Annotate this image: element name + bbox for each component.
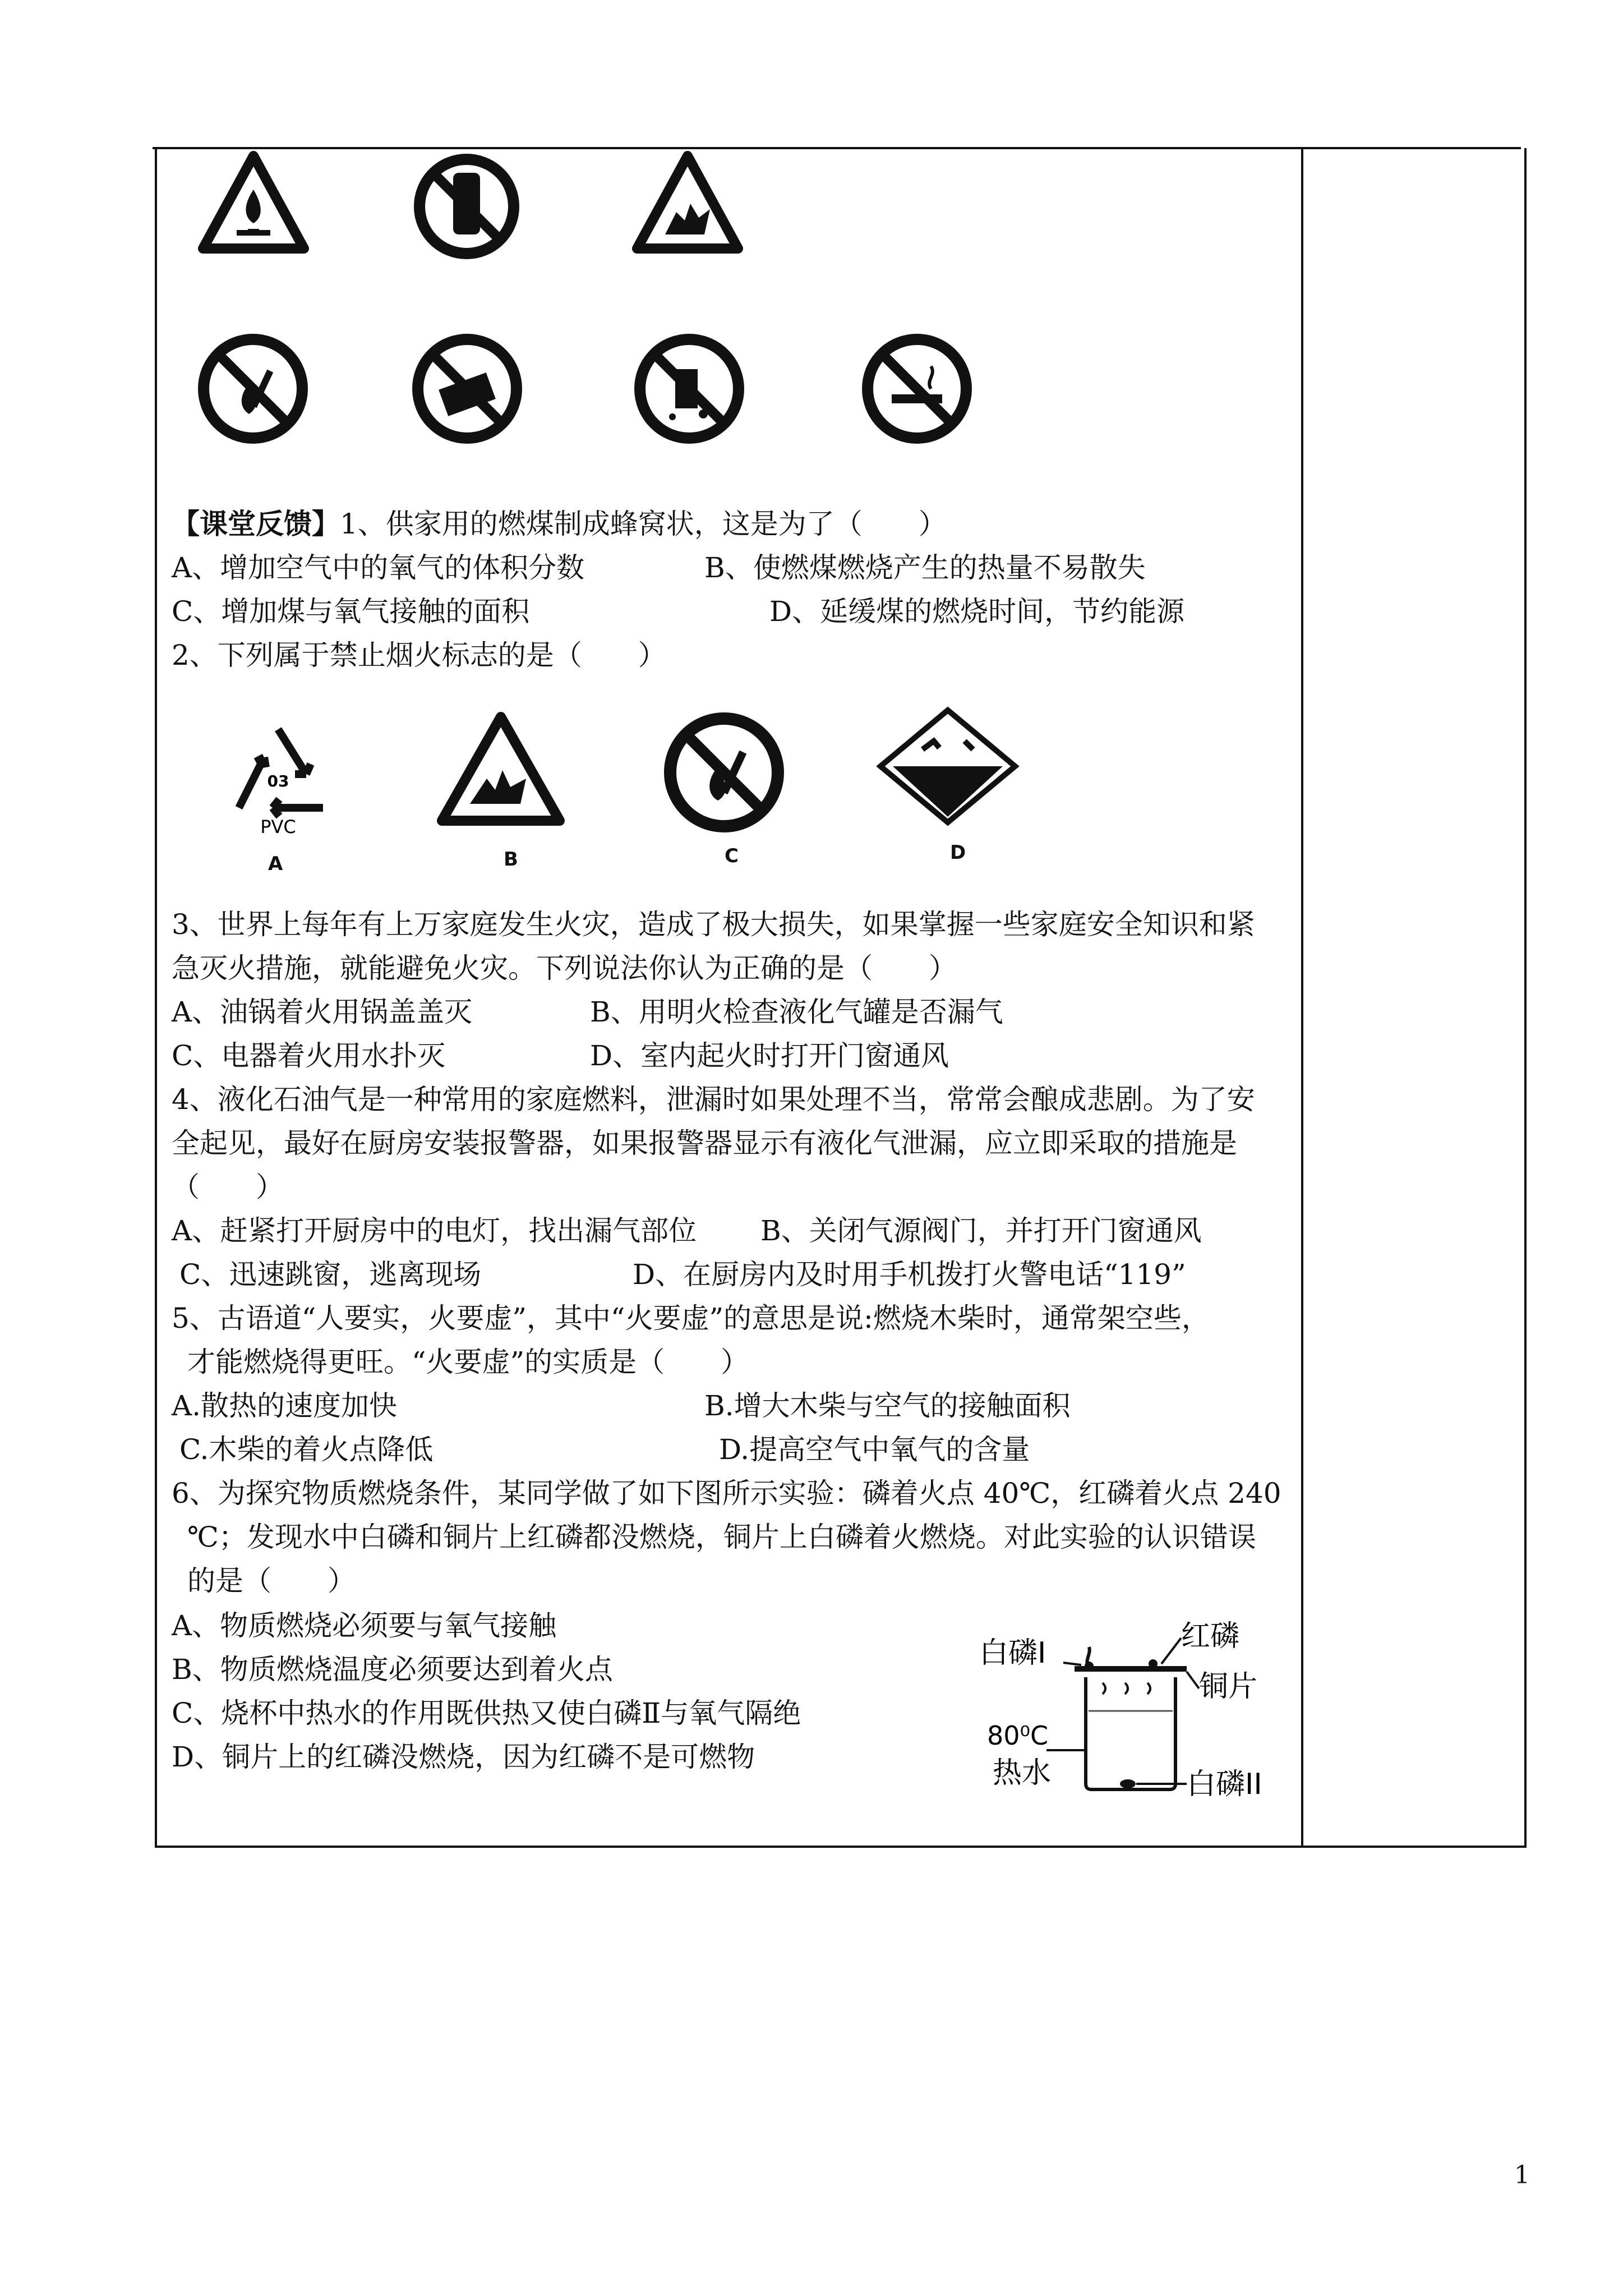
q4-option-c: C、迅速跳窗，逃离现场 (179, 1258, 482, 1291)
q6-stem-line3: 的是（ ） (187, 1565, 356, 1597)
q2-caption-a: A (268, 853, 283, 875)
no-matches-sign-icon (408, 330, 526, 448)
white-phosphorus-1-label: 白磷I (979, 1636, 1046, 1670)
q3-stem-line1: 3、世界上每年有上万家庭发生火灾，造成了极大损失，如果掌握一些家庭安全知识和紧 (172, 908, 1255, 941)
q3-option-d: D、室内起火时打开门窗通风 (590, 1039, 949, 1072)
explosive-sign-icon (436, 711, 565, 829)
q6-stem-line1: 6、为探究物质燃烧条件，某同学做了如下图所示实验：磷着火点 40℃，红磷着火点 240 (172, 1477, 1281, 1510)
q4-option-d: D、在厨房内及时用手机拨打火警电话“119” (633, 1258, 1186, 1291)
q6-stem-line2: ℃；发现水中白磷和铜片上红磷都没燃烧，铜片上白磷着火燃烧。对此实验的认识错误 (187, 1521, 1256, 1553)
no-fuel-can-sign-icon (411, 150, 523, 263)
corrosive-sign-icon (875, 705, 1021, 828)
q1-option-c: C、增加煤与氧气接触的面积 (172, 595, 530, 628)
q5-option-c: C.木柴的着火点降低 (179, 1433, 434, 1466)
q1-stem-line (172, 504, 947, 544)
q5-option-a: A.散热的速度加快 (172, 1389, 398, 1422)
q1-option-d: D、延缓煤的燃烧时间，节约能源 (769, 595, 1185, 628)
q3-stem-line2: 急灭火措施，就能避免火灾。下列说法你认为正确的是（ ） (172, 952, 957, 984)
no-smoking-sign-icon (858, 330, 976, 448)
sign-a-label: PVC (260, 816, 296, 838)
q4-option-b: B、关闭气源阀门，并打开门窗通风 (760, 1214, 1202, 1247)
combustion-experiment-diagram (979, 1616, 1293, 1806)
recycling-pvc-sign-icon (211, 718, 345, 841)
no-fire-sign-icon (660, 708, 789, 837)
q5-option-d: D.提高空气中氧气的含量 (719, 1433, 1030, 1466)
q3-option-c: C、电器着火用水扑灭 (172, 1039, 446, 1072)
q6-option-d: D、铜片上的红磷没燃烧，因为红磷不是可燃物 (172, 1741, 755, 1773)
q4-stem-line1: 4、液化石油气是一种常用的家庭燃料，泄漏时如果处理不当，常常会酿成悲剧。为了安 (172, 1083, 1255, 1116)
copper-sheet-label: 铜片 (1199, 1670, 1258, 1704)
q3-option-b: B、用明火检查液化气罐是否漏气 (590, 996, 1003, 1028)
temperature-label: 80⁰C (987, 1720, 1049, 1751)
q2-caption-b: B (504, 848, 518, 871)
q6-option-c: C、烧杯中热水的作用既供热又使白磷Ⅱ与氧气隔绝 (172, 1697, 801, 1729)
no-open-flame-sign-icon (194, 330, 312, 448)
q6-option-a: A、物质燃烧必须要与氧气接触 (172, 1609, 557, 1642)
flammable-warning-sign-icon (197, 150, 310, 257)
q2-stem: 2、下列属于禁止烟火标志的是（ ） (172, 639, 666, 671)
q5-stem-line1: 5、古语道“人要实，火要虚”，其中“火要虚”的意思是说:燃烧木柴时，通常架空些， (172, 1302, 1210, 1335)
q4-stem-line2: 全起见，最好在厨房安装报警器，如果报警器显示有液化气泄漏，应立即采取的措施是 (172, 1127, 1237, 1159)
q5-stem-line2: 才能燃烧得更旺。“火要虚”的实质是（ ） (187, 1346, 749, 1378)
q2-caption-c: C (725, 845, 739, 867)
q1-option-b: B、使燃煤燃烧产生的热量不易散失 (704, 551, 1146, 584)
q2-caption-d: D (950, 841, 966, 864)
q4-stem-line3: （ ） (172, 1171, 284, 1203)
hot-water-label: 热水 (993, 1756, 1052, 1790)
feedback-heading: 【课堂反馈】 (172, 507, 340, 540)
white-phosphorus-2-label: 白磷II (1187, 1768, 1262, 1801)
q1-stem: 1、供家用的燃煤制成蜂窝状，这是为了（ ） (340, 508, 947, 540)
q4-option-a: A、赶紧打开厨房中的电灯，找出漏气部位 (172, 1214, 697, 1247)
sign-a-code: 03 (267, 772, 289, 790)
explosive-warning-sign-icon (631, 150, 744, 257)
q1-option-a: A、增加空气中的氧气的体积分数 (172, 551, 585, 584)
q5-option-b: B.增大木柴与空气的接触面积 (704, 1389, 1071, 1422)
q3-option-a: A、油锅着火用锅盖盖灭 (172, 996, 473, 1028)
red-phosphorus-label: 红磷 (1181, 1619, 1240, 1653)
notes-cell (1300, 148, 1527, 1848)
no-fireworks-sign-icon (630, 330, 748, 448)
q6-option-b: B、物质燃烧温度必须要达到着火点 (172, 1653, 613, 1686)
page-number: 1 (1514, 2161, 1530, 2189)
